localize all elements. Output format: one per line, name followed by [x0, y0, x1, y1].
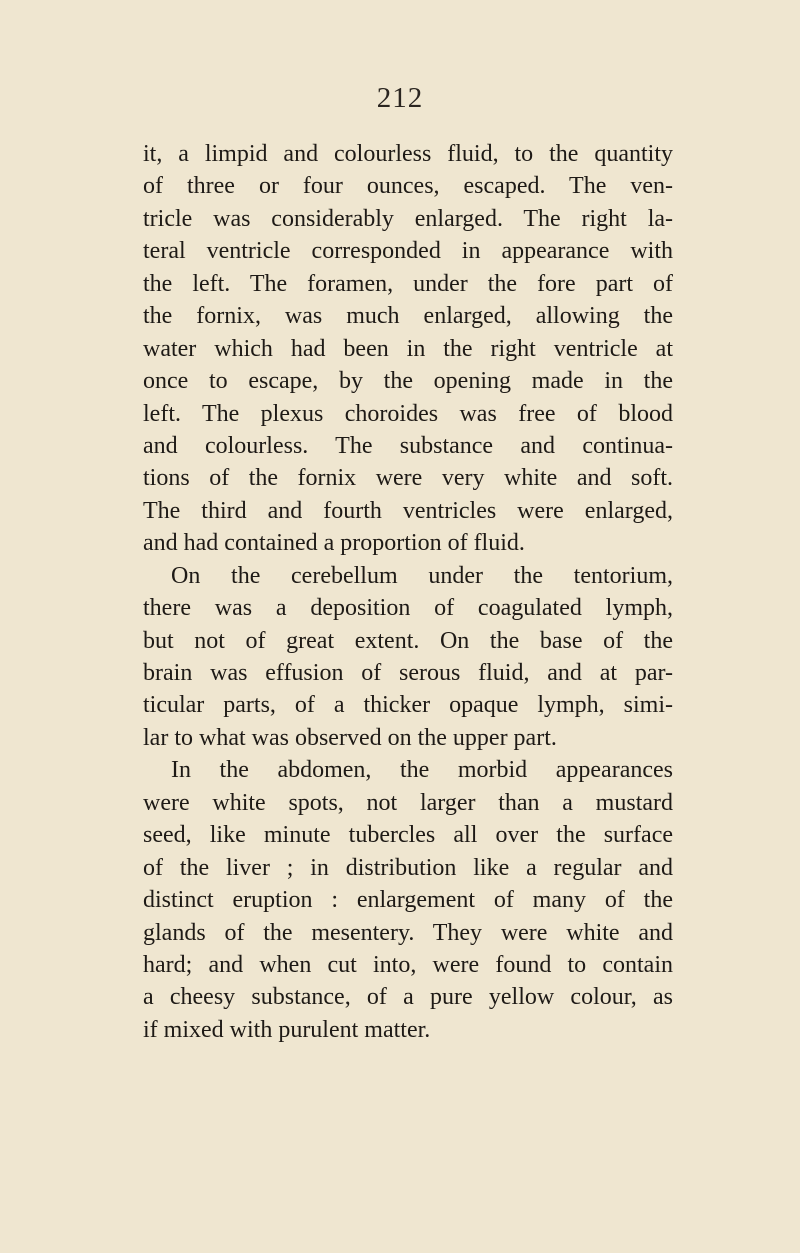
text-line: water which had been in the right ventricle at [143, 335, 673, 362]
text-line: tions of the fornix were very white and soft. [143, 465, 673, 492]
text-line: and had contained a proportion of fluid. [143, 530, 525, 557]
text-line: were white spots, not larger than a mustard [143, 789, 673, 816]
text-line: if mixed with purulent matter. [143, 1016, 431, 1043]
text-line: The third and fourth ventricles were enlarged, [143, 497, 673, 524]
text-line: the fornix, was much enlarged, allowing the [143, 303, 673, 330]
text-line: there was a deposition of coagulated lymph, [143, 595, 673, 622]
text-line: and colourless. The substance and continua- [143, 432, 673, 459]
text-line: distinct eruption : enlargement of many of the [143, 887, 673, 914]
text-line: brain was effusion of serous fluid, and at par- [143, 660, 673, 686]
page-number: 212 [376, 82, 424, 114]
text-line: tricle was considerably enlarged. The right la- [143, 205, 673, 232]
text-line: lar to what was observed on the upper part. [143, 724, 557, 751]
text-line: the left. The foramen, under the fore part of [143, 270, 673, 297]
text-line: a cheesy substance, of a pure yellow colour, as [143, 984, 673, 1011]
text-line: teral ventricle corresponded in appearance with [143, 238, 673, 265]
text-line: of the liver ; in distribution like a regular and [143, 854, 673, 881]
text-line: left. The plexus choroides was free of blood [143, 400, 673, 427]
text-line: On the cerebellum under the tentorium, [171, 562, 673, 589]
text-line: once to escape, by the opening made in the [143, 368, 673, 395]
text-line: but not of great extent. On the base of the [143, 627, 673, 654]
text-line: ticular parts, of a thicker opaque lymph, simi- [143, 692, 673, 719]
text-line: of three or four ounces, escaped. The ven- [143, 173, 673, 200]
text-line: In the abdomen, the morbid appearances [171, 757, 673, 784]
text-line: glands of the mesentery. They were white and [143, 919, 673, 946]
text-line: hard; and when cut into, were found to contain [143, 951, 673, 978]
text-line: seed, like minute tubercles all over the surface [143, 822, 673, 849]
body-text [143, 138, 673, 1046]
text-line: it, a limpid and colourless fluid, to the quantity [143, 141, 673, 167]
